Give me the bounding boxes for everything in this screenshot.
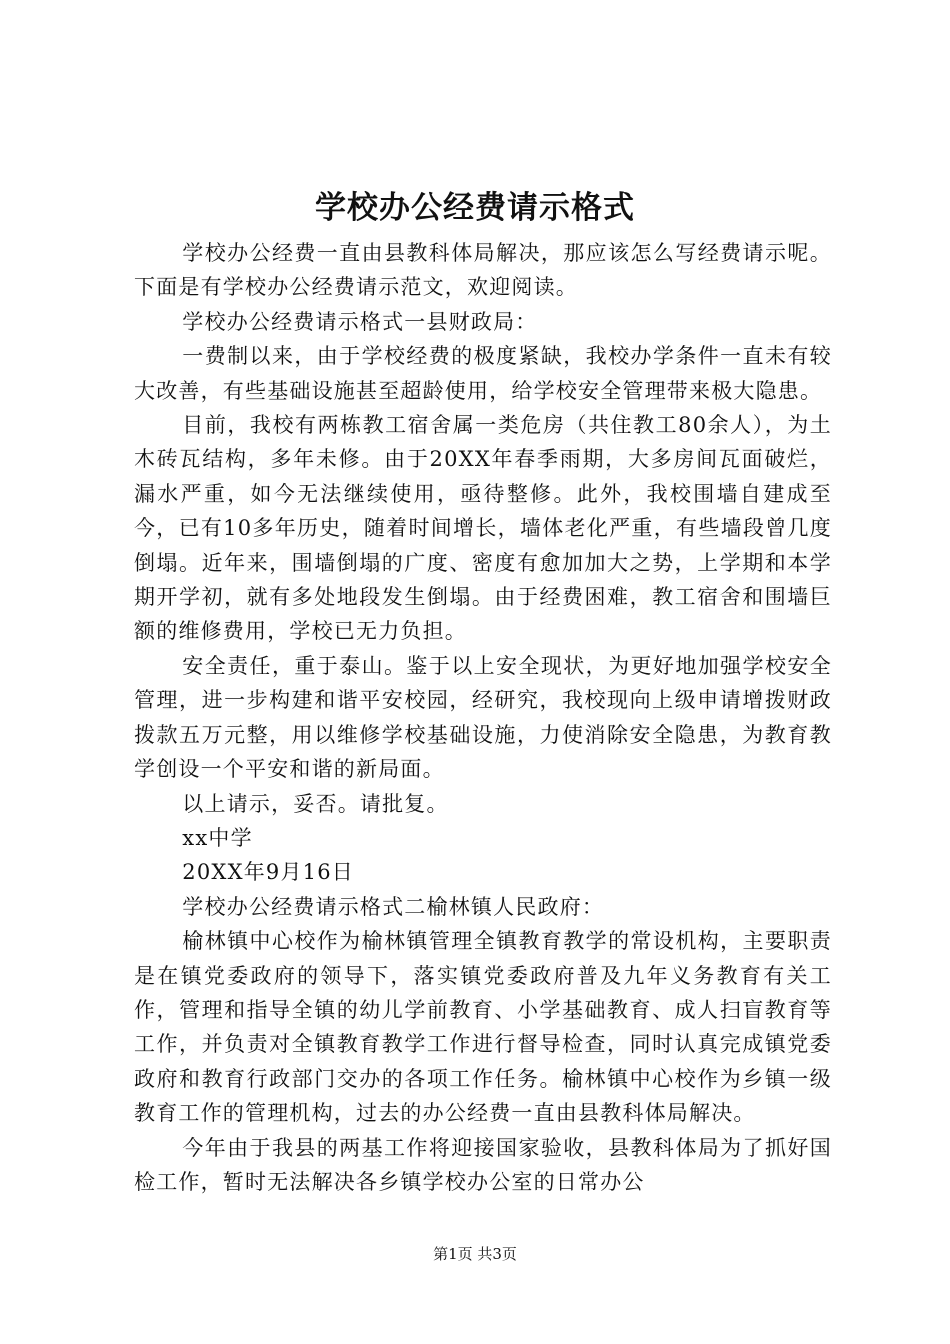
paragraph-background: 一费制以来，由于学校经费的极度紧缺，我校办学条件一直未有较大改善，有些基础设施甚至超龄使用，给学校安全管理带来极大隐患。	[134, 344, 832, 403]
paragraph-format-two-heading: 学校办公经费请示格式二榆林镇人民政府：	[182, 894, 605, 919]
paragraph-date: 20XX年9月16日	[182, 860, 355, 885]
paragraph-this-year: 今年由于我县的两基工作将迎接国家验收，县教科体局为了抓好国检工作，暂时无法解决各乡镇学校办公室的日常办公	[134, 1135, 832, 1194]
document-body	[134, 236, 832, 1199]
page-footer: 第1页 共3页	[433, 1245, 517, 1263]
paragraph-request: 安全责任，重于泰山。鉴于以上安全现状，为更好地加强学校安全管理，进一步构建和谐平安校园，经研究，我校现向上级申请增拨财政拨款五万元整，用以维修学校基础设施，力使消除安全隐患，为教育教学创设一个平安和谐的新局面。	[134, 653, 832, 782]
paragraph-signature: xx中学	[182, 825, 253, 850]
paragraph-center-school: 榆林镇中心校作为榆林镇管理全镇教育教学的常设机构，主要职责是在镇党委政府的领导下，落实镇党委政府普及九年义务教育有关工作，管理和指导全镇的幼儿学前教育、小学基础教育、成人扫盲教育等工作，并负责对全镇教育教学工作进行督导检查，同时认真完成镇党委政府和教育行政部门交办的各项工作任务。榆林镇中心校作为乡镇一级教育工作的管理机构，过去的办公经费一直由县教科体局解决。	[134, 929, 832, 1126]
document-title: 学校办公经费请示格式	[315, 190, 635, 226]
paragraph-closing: 以上请示，妥否。请批复。	[182, 791, 449, 816]
paragraph-format-one-heading: 学校办公经费请示格式一县财政局：	[182, 309, 538, 334]
paragraph-current-situation: 目前，我校有两栋教工宿舍属一类危房（共住教工80余人），为土木砖瓦结构，多年未修。由于20XX年春季雨期，大多房间瓦面破烂，漏水严重，如今无法继续使用，亟待整修。此外，我校围墙自建成至今，已有10多年历史，随着时间增长，墙体老化严重，有些墙段曾几度倒塌。近年来，围墙倒塌的广度、密度有愈加加大之势，上学期和本学期开学初，就有多处地段发生倒塌。由于经费困难，教工宿舍和围墙巨额的维修费用，学校已无力负担。	[134, 413, 832, 644]
paragraph-intro: 学校办公经费一直由县教科体局解决，那应该怎么写经费请示呢。下面是有学校办公经费请示范文，欢迎阅读。	[134, 241, 832, 300]
